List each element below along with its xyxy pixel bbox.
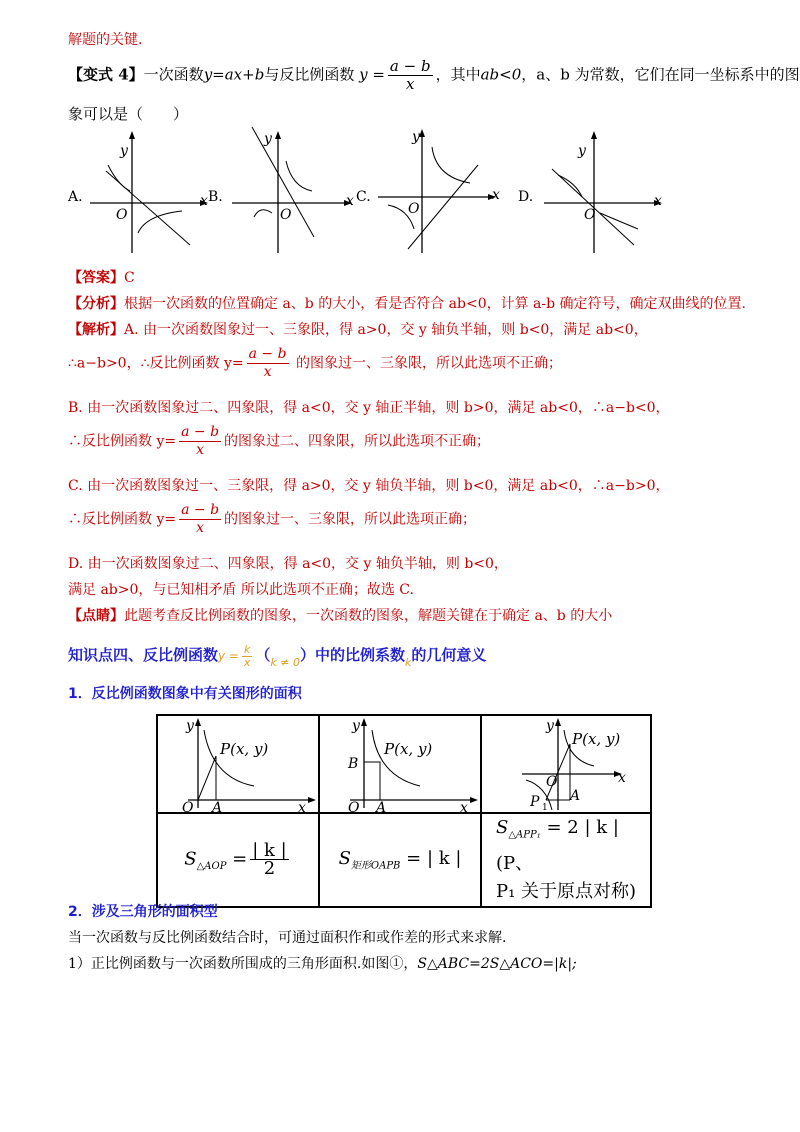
linear-equation: y=ax+b [203, 65, 265, 84]
section-heading [68, 640, 486, 678]
cell3-label-o: O [546, 774, 558, 790]
heading-pre: 知识点四、反比例函数 [68, 646, 219, 664]
comment [68, 606, 612, 626]
paragraph-2 [68, 954, 577, 974]
cell2-label-a: A [376, 800, 387, 812]
f1-sub: △AOP [196, 861, 227, 873]
fraction-numerator: a − b [248, 346, 287, 362]
f2-lhs: S [338, 848, 351, 869]
paragraph-2-equation: S△ABC=2S△ACO=|k|; [417, 956, 577, 972]
option-b-graph[interactable] [228, 125, 358, 255]
cell2-label-o: O [348, 800, 360, 812]
table-cell-figure-2 [319, 715, 481, 813]
k-condition: k ≠ 0 [270, 656, 300, 669]
cell2-point: P(x, y) [384, 740, 433, 758]
origin-label: O [116, 207, 128, 223]
cell1-point: P(x, y) [220, 740, 269, 758]
variant-text-b: 与反比例函数 [264, 65, 355, 84]
solution-c2-post: 的图象过一、三象限，所以此选项正确； [224, 511, 477, 528]
solution-fraction [247, 346, 289, 381]
paren-close: ） [299, 646, 315, 664]
fraction-numerator: a − b [181, 502, 220, 518]
option-d-label[interactable]: D. [518, 189, 534, 205]
cell1-label-o: O [182, 800, 194, 812]
hyperbola-branch [432, 147, 470, 183]
cell2-label-y: y [352, 718, 360, 734]
solution-fraction [179, 502, 221, 537]
option-b-label[interactable]: B. [208, 189, 223, 205]
cell3-point: P(x, y) [572, 730, 621, 748]
solution-line-d2: 满足 ab>0，与已知相矛盾 所以此选项不正确；故选 C. [68, 582, 414, 598]
solution-b2-post: 的图象过二、四象限，所以此选项不正确； [224, 433, 491, 450]
fraction-denominator: x [263, 364, 272, 380]
x-label: x [200, 193, 208, 209]
fraction-denominator: x [406, 75, 415, 93]
fraction-numerator: a − b [389, 57, 431, 75]
formula-triangle [157, 813, 319, 907]
y-label: y [578, 143, 586, 159]
variant-question [68, 58, 800, 93]
solution-fraction [179, 424, 221, 459]
f1-num: | k | [252, 840, 287, 862]
option-a-label[interactable]: A. [68, 189, 83, 205]
cell3-label-p1: P [530, 794, 540, 810]
origin-label: O [584, 207, 596, 223]
solution-line-a1 [68, 320, 648, 340]
analysis-label: 【分析】 [68, 296, 124, 312]
f3-line2: P₁ 关于原点对称) [496, 880, 637, 902]
solution-a1: A. 由一次函数图象过一、三象限，得 a>0，交 y 轴负半轴，则 b<0，满足 ab<0， [124, 322, 648, 338]
answer [68, 268, 135, 288]
solution-label: 【解析】 [68, 322, 124, 338]
formula-symmetric-triangle [481, 813, 651, 907]
inverse-equation-lhs: y = [359, 65, 385, 84]
cell2-label-b: B [348, 756, 359, 772]
f3-lhs: S [496, 817, 509, 838]
solution-c2-pre: ∴反比例函数 y= [68, 511, 177, 528]
k-den: x [243, 656, 251, 669]
table-cell-figure-1 [157, 715, 319, 813]
solution-a2-pre: ∴a−b>0，∴反比例函数 y= [68, 355, 244, 372]
paren-open: （ [255, 646, 271, 664]
cell1-label-y: y [186, 718, 194, 734]
f2-rhs: = | k | [406, 848, 462, 869]
hyperbola-branch [600, 213, 638, 229]
cell3-label-p1-sub: 1 [542, 803, 548, 812]
variant-text-c: ，其中 [435, 65, 481, 84]
analysis [68, 294, 746, 314]
x-label: x [492, 187, 500, 203]
x-label: x [346, 193, 354, 209]
comment-text: 此题考查反比例函数的图象，一次函数的图象，解题关键在于确定 a、b 的大小 [124, 608, 613, 624]
option-a-graph[interactable] [90, 125, 210, 255]
variant-text-d: ，a、b 为常数，它们在同一坐标系中的图 [521, 65, 800, 84]
table-cell-figure-3 [481, 715, 651, 813]
cell1-label-x: x [298, 800, 306, 812]
f2-sub: 矩形OAPB [350, 860, 401, 872]
option-c-graph[interactable] [378, 125, 508, 255]
option-d-graph[interactable] [538, 125, 668, 255]
solution-line-c1: C. 由一次函数图象过一、三象限，得 a>0，交 y 轴负半轴，则 b<0，满足 ab<0，∴a−b>0， [68, 478, 670, 494]
option-graphs [68, 125, 688, 260]
f1-den: 2 [263, 858, 276, 880]
solution-line-c2 [68, 502, 476, 537]
heading-post: 的几何意义 [411, 646, 487, 664]
k-num: k [244, 643, 251, 656]
paragraph-2-text: 1）正比例函数与一次函数所围成的三角形面积.如图①， [68, 956, 418, 972]
origin-label: O [280, 207, 292, 223]
solution-line-a2 [68, 346, 562, 381]
f1-eq: = [232, 848, 248, 870]
origin-label: O [408, 201, 420, 217]
subheading-2: 2．涉及三角形的面积型 [68, 904, 218, 920]
hyperbola-branch [286, 161, 312, 191]
solution-a2-post: 的图象过一、三象限，所以此选项不正确； [296, 355, 562, 372]
y-label: y [264, 131, 272, 147]
subheading-1: 1．反比例函数图象中有关图形的面积 [68, 686, 302, 702]
variant-text-a: 一次函数 [143, 65, 204, 84]
f3-sub: △APP₁ [508, 829, 541, 841]
answer-value: C [124, 270, 135, 286]
solution-b2-pre: ∴反比例函数 y= [68, 433, 177, 450]
cell3-label-y: y [546, 718, 554, 734]
inverse-fraction [388, 58, 433, 93]
analysis-text: 根据一次函数的位置确定 a、b 的大小，看是否符合 ab<0，计算 a-b 确定符号，确定双曲线的位置. [124, 296, 746, 312]
heading-mid: 中的比例系数 [315, 646, 406, 664]
comment-label: 【点睛】 [68, 608, 124, 624]
area-table [156, 714, 652, 908]
solution-line-b1: B. 由一次函数图象过二、四象限，得 a<0，交 y 轴正半轴，则 b>0，满足 ab<0，∴a−b<0， [68, 400, 670, 416]
hyperbola-branch [108, 165, 130, 191]
variant-label: 【变式 4】 [68, 65, 144, 84]
paragraph-1: 当一次函数与反比例函数结合时，可通过面积作和或作差的形式来求解. [68, 930, 507, 946]
svg-text:O [182, 800, 194, 812]
cell3-label-a: A [570, 788, 581, 804]
formula-rectangle [319, 813, 481, 907]
y-label: y [120, 143, 128, 159]
k-equation [218, 643, 255, 669]
fraction-denominator: x [196, 442, 205, 458]
f3-rhs: = 2 | k |(P、 [496, 817, 619, 874]
cell3-label-x: x [618, 770, 626, 786]
fraction-denominator: x [196, 520, 205, 536]
answer-label: 【答案】 [68, 270, 124, 286]
f1-lhs: S [184, 848, 197, 870]
fraction-numerator: a − b [181, 424, 220, 440]
intro-line: 解题的关键. [68, 32, 143, 48]
cell1-label-a: A [212, 800, 223, 812]
option-c-label[interactable]: C. [356, 189, 371, 205]
cell2-label-x: x [460, 800, 468, 812]
hyperbola-branch [138, 211, 182, 233]
variant-question-line2: 象可以是（ ） [68, 105, 189, 123]
condition: ab<0 [480, 65, 522, 84]
k-symbol: k [405, 656, 412, 669]
solution-line-b2 [68, 424, 490, 459]
solution-line-d1: D. 由一次函数图象过二、四象限，得 a<0，交 y 轴负半轴，则 b<0， [68, 556, 508, 572]
x-label: x [654, 193, 662, 209]
y-label: y [412, 129, 420, 145]
hyperbola-branch [254, 210, 272, 217]
k-eq-lhs: y = [218, 649, 239, 663]
